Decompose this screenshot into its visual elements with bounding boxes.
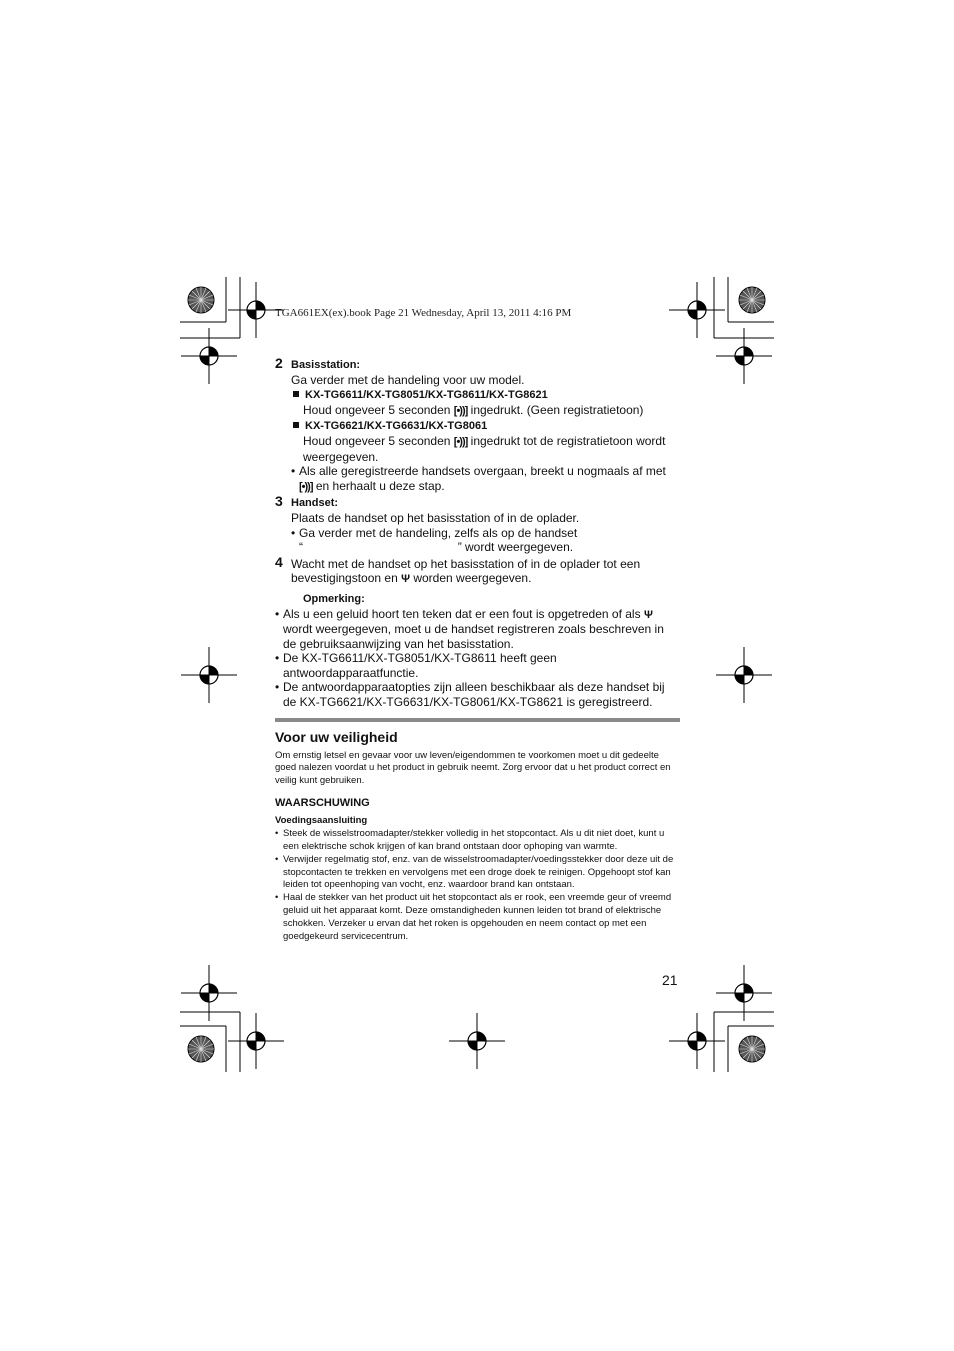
warning-heading: WAARSCHUWING	[275, 797, 370, 810]
step-number: 4	[275, 553, 283, 570]
page-button-icon: [•))]	[453, 435, 468, 448]
step-title: Handset:	[291, 497, 339, 510]
section-title: Voor uw veiligheid	[275, 728, 398, 745]
model-list: KX-TG6611/KX-TG8051/KX-TG8611/KX-TG8621	[305, 389, 548, 402]
note-title: Opmerking:	[303, 592, 365, 605]
page-number: 21	[662, 972, 678, 988]
bullet-text: Ga verder met de handeling, zelfs als op de handset	[299, 525, 578, 540]
section-divider	[275, 718, 680, 722]
model-instruction-1	[291, 403, 680, 419]
safety-item: • Steek de wisselstroomadapter/stekker volledig in het stopcontact. Als u dit niet doet, kunt u een elektrische schok krijgen of kan brand ontstaan door ophoping van warmte.	[275, 828, 680, 854]
step-number: 2	[275, 355, 283, 371]
subheading: Voedingsaansluiting	[275, 814, 368, 826]
square-bullet-icon	[293, 391, 299, 397]
safety-item: • Verwijder regelmatig stof, enz. van de wisselstroomadapter/voedingsstekker door deze uit de stopcontacten te trekken en vervolgens met een droge doek te reinigen. Opgehoopt stof kan leiden tot opeenhoping van vocht, enz. waardoor brand kan ontstaan.	[275, 854, 680, 892]
model-list: KX-TG6621/KX-TG6631/KX-TG8061	[305, 420, 488, 433]
step-text	[291, 557, 680, 587]
quote-open: “	[299, 540, 303, 555]
instruction-text: ingedrukt. (Geen registratietoon)	[470, 402, 644, 417]
step-text: Ga verder met de handeling voor uw model.	[291, 372, 525, 387]
step-3	[275, 493, 680, 555]
note-item: • De KX-TG6611/KX-TG8051/KX-TG8611 heeft geen antwoordapparaatfunctie.	[275, 651, 680, 680]
model-instruction-2	[291, 434, 680, 464]
step-text-b: worden weergegeven.	[413, 571, 532, 586]
square-bullet-icon	[293, 422, 299, 428]
note-item: • De antwoordapparaatopties zijn alleen beschikbaar als deze handset bij de KX-TG6621/KX-TG6631/KX-TG8061/KX-TG8621 is geregistreerd.	[275, 680, 680, 709]
antenna-icon: Ψ	[401, 573, 410, 586]
safety-item: • Haal de stekker van het product uit het stopcontact als er rook, een vreemde geur of vreemd geluid uit het apparaat komt. Deze omstandigheden kunnen leiden tot brand of elektrische schokken. Verzeker u ervan dat het roken is opgehouden en neem contact op met een goedgekeurd servicecentrum.	[275, 892, 680, 943]
step-number: 3	[275, 493, 283, 510]
bullet-text: en herhaalt u deze stap.	[315, 478, 445, 493]
print-header: TGA661EX(ex).book Page 21 Wednesday, April 13, 2011 4:16 PM	[275, 307, 572, 319]
bullet-text: Als alle geregistreerde handsets overgaan, breekt u nogmaals af met	[299, 464, 666, 479]
page-content	[275, 355, 680, 943]
step-text-a: Wacht met de handset op het basisstation of in de oplader tot een bevestigingstoon en	[291, 556, 641, 586]
instruction-text: Houd ongeveer 5 seconden	[303, 433, 451, 448]
instruction-text: Houd ongeveer 5 seconden	[303, 402, 451, 417]
page-button-icon: [•))]	[299, 480, 313, 493]
note-item	[275, 607, 680, 652]
step-title: Basisstation:	[291, 359, 361, 371]
antenna-icon: Ψ	[643, 608, 653, 621]
step-bullet	[291, 526, 680, 555]
model-group-1	[291, 387, 680, 403]
quote-close: ” wordt weergegeven.	[457, 540, 574, 555]
step-bullet	[291, 464, 680, 494]
model-group-2	[291, 418, 680, 434]
note-text: Als u een geluid hoort ten teken dat er een fout is opgetreden of als	[283, 606, 641, 621]
page-button-icon: [•))]	[453, 404, 468, 417]
step-text: Plaats de handset op het basisstation of in de oplader.	[291, 510, 580, 525]
safety-intro: Om ernstig letsel en gevaar voor uw leven/eigendommen te voorkomen moet u dit gedeelte goed nalezen voordat u het product in gebruik neemt. Zorg ervoor dat u het product correct en veilig kunt gebruiken.	[275, 749, 671, 787]
step-2	[275, 355, 680, 494]
step-4	[275, 553, 680, 587]
note-text: wordt weergegeven, moet u de handset registreren zoals beschreven in de gebruiksaanwijzing van het basisstation.	[283, 622, 664, 651]
instruction-text: ingedrukt tot de registratietoon wordt weergegeven.	[303, 433, 666, 464]
